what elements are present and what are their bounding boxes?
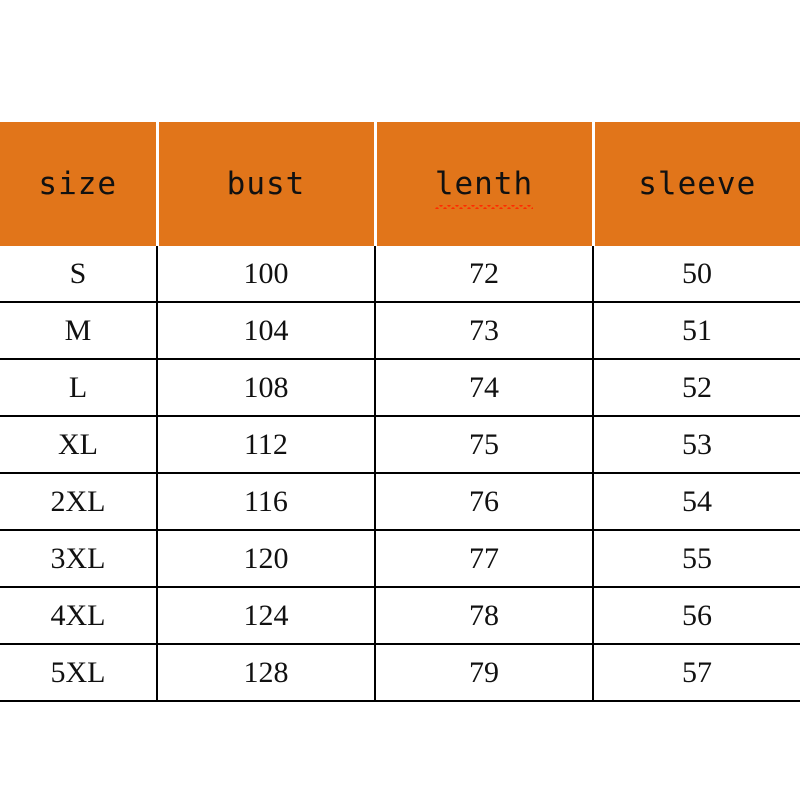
table-body	[0, 246, 800, 701]
cell-size: 3XL	[0, 530, 157, 587]
table-row	[0, 530, 800, 587]
cell-lenth: 73	[375, 302, 593, 359]
size-chart-table	[0, 122, 800, 702]
cell-size: 5XL	[0, 644, 157, 701]
table-row	[0, 302, 800, 359]
column-header-sleeve-label: sleeve	[638, 166, 757, 202]
cell-bust: 128	[157, 644, 375, 701]
cell-sleeve: 50	[593, 246, 800, 302]
table-row	[0, 416, 800, 473]
cell-sleeve: 52	[593, 359, 800, 416]
cell-sleeve: 53	[593, 416, 800, 473]
cell-size: S	[69, 256, 87, 290]
cell-size: XL	[0, 416, 157, 473]
cell-sleeve: 56	[593, 587, 800, 644]
cell-size: 4XL	[0, 587, 157, 644]
column-header-bust-label: bust	[226, 166, 306, 202]
cell-sleeve: 51	[593, 302, 800, 359]
cell-bust: 116	[157, 473, 375, 530]
column-header-size	[0, 122, 157, 246]
column-header-lenth	[375, 122, 593, 246]
cell-bust: 100	[157, 246, 375, 302]
table-row	[0, 359, 800, 416]
column-header-bust	[157, 122, 375, 246]
cell-lenth: 75	[375, 416, 593, 473]
cell-size: 2XL	[0, 473, 157, 530]
cell-bust: 124	[157, 587, 375, 644]
cell-sleeve: 57	[593, 644, 800, 701]
table-header	[0, 122, 800, 246]
cell-bust: 112	[157, 416, 375, 473]
cell-size: L	[0, 359, 157, 416]
cell-lenth: 78	[375, 587, 593, 644]
cell-lenth: 76	[375, 473, 593, 530]
cell-lenth: 77	[375, 530, 593, 587]
table-row	[0, 473, 800, 530]
cell-bust: 104	[157, 302, 375, 359]
cell-lenth: 72	[375, 246, 593, 302]
cell-sleeve: 54	[593, 473, 800, 530]
cell-bust: 108	[157, 359, 375, 416]
table-row	[0, 246, 800, 302]
table-header-row	[0, 122, 800, 246]
column-header-lenth-label: lenth	[434, 166, 534, 202]
table-row	[0, 587, 800, 644]
cell-lenth: 79	[375, 644, 593, 701]
column-header-sleeve	[593, 122, 800, 246]
cell-bust: 120	[157, 530, 375, 587]
cell-size: M	[0, 302, 157, 359]
table-row	[0, 644, 800, 701]
column-header-size-label: size	[38, 166, 118, 202]
cell-lenth: 74	[375, 359, 593, 416]
cell-sleeve: 55	[593, 530, 800, 587]
